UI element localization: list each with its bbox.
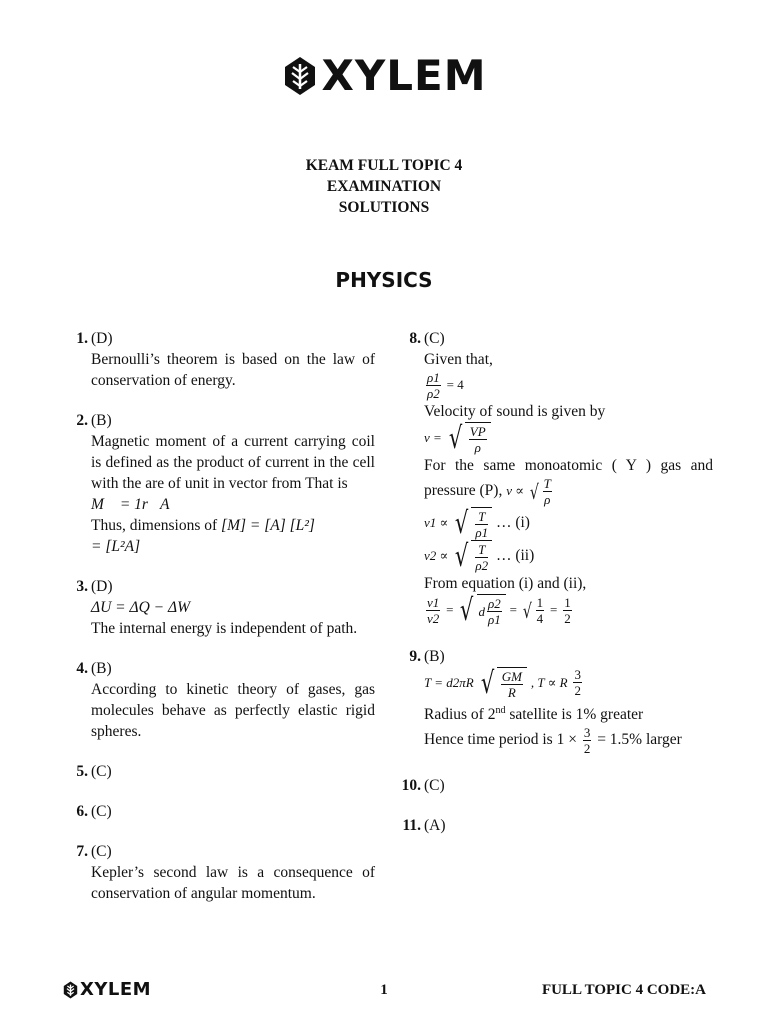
answer-option: (C) bbox=[91, 843, 112, 860]
equation-ii: v2 ∝ √ $\frac{T}{\rho 2}$ … (ii) bbox=[424, 538, 535, 574]
equation: ΔU = ΔQ − ΔW bbox=[91, 599, 191, 616]
answer-option: (D) bbox=[91, 330, 113, 347]
answer-option: (D) bbox=[91, 578, 113, 595]
question-number: 3. bbox=[76, 578, 88, 595]
density-ratio-equation: $\frac{\rho 1}{\rho 2}$ = 4 bbox=[427, 370, 464, 401]
question-number: 9. bbox=[409, 648, 421, 665]
question-11 bbox=[393, 815, 713, 836]
page-footer bbox=[0, 979, 768, 1003]
subject-heading: PHYSICS bbox=[335, 268, 433, 292]
time-period-equation: T = d2πR √ $\frac{GM}{R}$ , T ∝ R $\frac{3}{2}$ bbox=[424, 665, 581, 701]
solution-text: Bernoulli’s theorem is based on the law of conservation of energy. bbox=[91, 351, 375, 389]
answer-option: (C) bbox=[424, 777, 445, 795]
question-number: 5. bbox=[76, 763, 88, 780]
answer-option: (B) bbox=[91, 412, 112, 429]
footer-logo-wordmark: XYLEM bbox=[80, 979, 152, 1000]
equation: M⃗ = 1r⃗A bbox=[91, 496, 170, 513]
answer-option: (C) bbox=[91, 763, 112, 780]
answer-option: (A) bbox=[424, 817, 446, 835]
title-line-1: KEAM FULL TOPIC 4 bbox=[305, 157, 463, 174]
solution-text: Given that, bbox=[424, 351, 493, 368]
solution-text: Velocity of sound is given by bbox=[424, 403, 606, 420]
solution-text: The internal energy is independent of path. bbox=[91, 620, 358, 637]
answer-option: (C) bbox=[91, 803, 112, 820]
question-3 bbox=[60, 576, 375, 639]
left-column bbox=[60, 328, 375, 923]
equation-prefix: Thus, dimensions of bbox=[91, 517, 222, 534]
velocity-equation: v = √ $\frac{VP}{\rho}$ bbox=[424, 422, 713, 455]
question-8 bbox=[393, 328, 713, 627]
right-column bbox=[393, 328, 713, 855]
question-number: 8. bbox=[409, 330, 421, 347]
title-line-3: SOLUTIONS bbox=[338, 199, 430, 216]
question-number: 1. bbox=[76, 330, 88, 347]
solution-text: According to kinetic theory of gases, gas molecules behave as perfectly elastic rigid spheres. bbox=[91, 681, 375, 740]
question-9 bbox=[393, 646, 713, 756]
solution-text: Hence time period is 1 × $\frac{3}{2}$ = 1.5% larger bbox=[424, 725, 682, 757]
equation-line bbox=[91, 515, 375, 536]
question-5 bbox=[60, 761, 375, 782]
question-number: 10. bbox=[401, 777, 421, 795]
question-2 bbox=[60, 410, 375, 557]
answer-option: (B) bbox=[424, 648, 445, 665]
question-number: 4. bbox=[76, 660, 88, 677]
paper-code: FULL TOPIC 4 CODE:A bbox=[541, 982, 706, 998]
solution-text: Radius of 2nd satellite is 1% greater bbox=[424, 705, 644, 724]
solution-text: For the same monoatomic ( Y ) gas and pressure (P), v ∝ √ $\frac{T}{\rho}$ bbox=[424, 457, 713, 507]
equation-i: v1 ∝ √ $\frac{T}{\rho 1}$ … (i) bbox=[424, 505, 530, 541]
question-number: 2. bbox=[76, 412, 88, 429]
equation: [M] = [A] [L²] bbox=[221, 517, 315, 534]
header-logo bbox=[0, 53, 768, 101]
solution-text: Kepler’s second law is a consequence of conservation of angular momentum. bbox=[91, 864, 375, 902]
answer-option: (B) bbox=[91, 660, 112, 677]
title-line-2: EXAMINATION bbox=[326, 178, 442, 195]
solution-text: Magnetic moment of a current carrying coil is defined as the product of current in the cell with the are of unit in vector from That is bbox=[91, 433, 375, 492]
page-number: 1 bbox=[380, 982, 388, 998]
xylem-leaf-icon bbox=[281, 56, 319, 96]
answer-option: (C) bbox=[424, 330, 445, 347]
question-10 bbox=[393, 775, 713, 796]
logo-wordmark: XYLEM bbox=[321, 51, 487, 100]
question-number: 11. bbox=[402, 817, 421, 835]
solution-text: From equation (i) and (ii), bbox=[424, 575, 587, 592]
document-title bbox=[0, 155, 768, 218]
question-number: 7. bbox=[76, 843, 88, 860]
question-6 bbox=[60, 801, 375, 822]
question-4 bbox=[60, 658, 375, 742]
question-7 bbox=[60, 841, 375, 904]
velocity-ratio-equation: $\frac{v1}{v2}$ = √ d $\frac{\rho 2}{\rho 1}$ = √ $\frac{1}{4}$ = $\frac{1}{2}$ bbox=[427, 592, 571, 628]
equation: = [L²A] bbox=[91, 538, 141, 555]
question-1 bbox=[60, 328, 375, 391]
question-number: 6. bbox=[76, 803, 88, 820]
